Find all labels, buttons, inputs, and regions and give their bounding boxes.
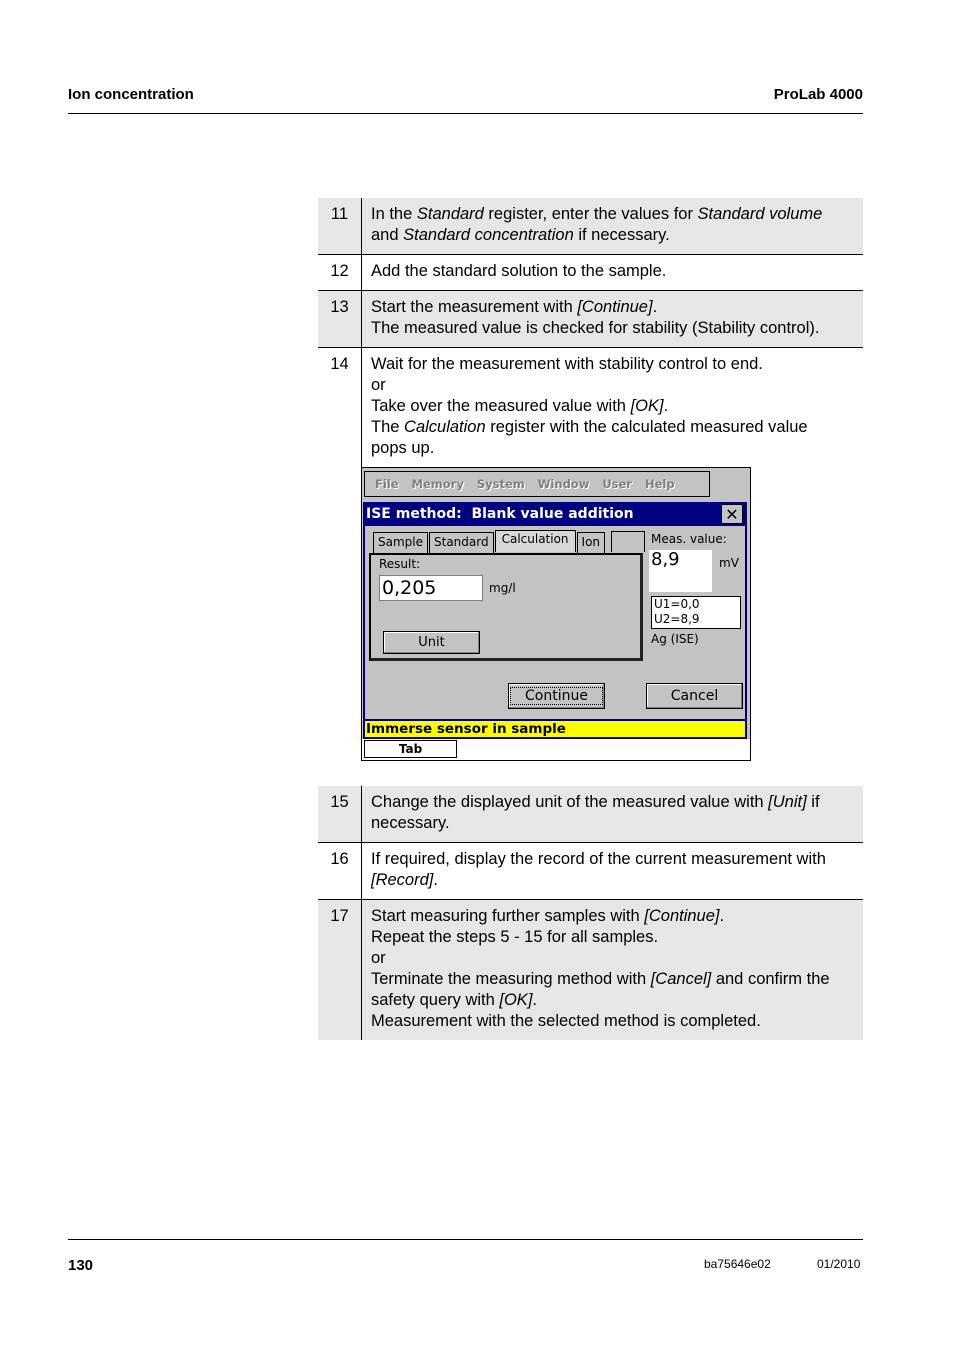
result-unit: mg/l <box>489 581 516 595</box>
step-text-segment: . <box>652 298 658 316</box>
step-line <box>371 375 855 396</box>
step-text-segment: . <box>719 907 725 925</box>
step-row <box>318 900 863 1041</box>
step-emphasis: [Record] <box>371 871 434 889</box>
step-text-segment: safety query with <box>371 991 500 1009</box>
step-text-segment: necessary. <box>371 814 450 832</box>
footer-rule <box>68 1239 863 1240</box>
step-text-segment: Start measuring further samples with <box>371 907 645 925</box>
step-line <box>371 969 855 990</box>
step-emphasis: Standard <box>416 205 484 223</box>
step-line <box>371 870 855 891</box>
step-emphasis: Calculation <box>404 418 486 436</box>
step-text-segment: if necessary. <box>573 226 670 244</box>
step-text-segment: . <box>663 397 669 415</box>
menu-window[interactable]: Window <box>537 477 590 491</box>
step-text-segment: The measured value is checked for stability (Stability control). <box>371 319 820 337</box>
menu-system[interactable]: System <box>476 477 525 491</box>
step-line <box>371 318 855 339</box>
step-emphasis: [Cancel] <box>650 970 712 988</box>
step-text-segment: . <box>433 871 438 889</box>
menu-bar <box>364 471 710 497</box>
step-line <box>371 354 855 375</box>
u2-value: U2=8,9 <box>654 612 700 626</box>
step-line <box>371 849 855 870</box>
close-icon[interactable]: ✕ <box>721 504 743 524</box>
step-number: 17 <box>318 900 362 1041</box>
dialog-titlebar <box>363 502 747 526</box>
steps-table-bottom <box>318 786 863 1040</box>
tab-calculation[interactable]: Calculation <box>495 530 576 552</box>
step-emphasis: [OK] <box>499 991 533 1009</box>
step-text-segment: if <box>806 793 820 811</box>
menu-file[interactable]: File <box>375 477 399 491</box>
step-line <box>371 906 855 927</box>
step-line <box>371 297 855 318</box>
dialog-title: ISE method: Blank value addition <box>366 506 634 522</box>
menu-memory[interactable]: Memory <box>411 477 464 491</box>
step-line <box>371 417 855 438</box>
voltage-readout <box>651 596 741 629</box>
tab-key-button[interactable]: Tab <box>364 740 457 758</box>
step-line <box>371 813 855 834</box>
meas-value-label: Meas. value: <box>651 532 727 546</box>
step-text-segment: register with the calculated measured value <box>485 418 808 436</box>
step-text-segment: or <box>371 949 386 967</box>
steps-table-top <box>318 198 863 467</box>
step-line <box>371 792 855 813</box>
step-text-segment: Add the standard solution to the sample. <box>371 262 667 280</box>
menu-help[interactable]: Help <box>644 477 675 491</box>
step-text <box>362 348 864 468</box>
result-value: 0,205 <box>379 575 483 601</box>
step-line <box>371 396 855 417</box>
calculation-panel <box>369 553 643 661</box>
step-emphasis: [Unit] <box>768 793 807 811</box>
step-text-segment: pops up. <box>371 439 435 457</box>
step-number: 14 <box>318 348 362 468</box>
meas-unit: mV <box>719 556 739 570</box>
step-text-segment: Terminate the measuring method with <box>371 970 651 988</box>
step-text-segment: Repeat the steps 5 - 15 for all samples. <box>371 928 659 946</box>
step-text-segment: Measurement with the selected method is completed. <box>371 1012 761 1030</box>
step-line <box>371 948 855 969</box>
dialog-body <box>363 526 747 719</box>
step-text-segment: The <box>371 418 405 436</box>
step-text <box>362 291 864 348</box>
tabs-filler <box>611 531 645 552</box>
step-text-segment: Take over the measured value with <box>371 397 631 415</box>
step-number: 12 <box>318 255 362 291</box>
step-text-segment: and confirm the <box>711 970 830 988</box>
step-text <box>362 786 864 843</box>
meas-value: 8,9 <box>649 550 712 592</box>
step-text-segment: Change the displayed unit of the measured value with <box>371 793 769 811</box>
result-label: Result: <box>379 557 421 571</box>
step-number: 13 <box>318 291 362 348</box>
step-line <box>371 438 855 459</box>
step-emphasis: Standard concentration <box>403 226 574 244</box>
document-id: ba75646e02 <box>704 1257 771 1271</box>
sensor-label: Ag (ISE) <box>651 632 699 646</box>
step-text <box>362 843 864 900</box>
taskbar <box>362 739 750 760</box>
status-bar: Immerse sensor in sample <box>363 719 747 739</box>
tab-strip <box>373 532 606 553</box>
step-text <box>362 900 864 1041</box>
u1-value: U1=0,0 <box>654 597 700 611</box>
step-text-segment: In the <box>371 205 417 223</box>
step-text-segment: register, enter the values for <box>483 205 698 223</box>
page-number: 130 <box>68 1257 94 1274</box>
step-line <box>371 225 855 246</box>
step-row <box>318 291 863 348</box>
device-screenshot <box>361 467 751 761</box>
step-emphasis: [Continue] <box>644 907 720 925</box>
step-emphasis: Standard volume <box>697 205 823 223</box>
unit-button[interactable]: Unit <box>383 631 480 654</box>
tab-standard[interactable]: Standard <box>429 532 494 553</box>
tab-sample[interactable]: Sample <box>373 532 428 553</box>
continue-label: Continue <box>510 687 603 705</box>
header-rule <box>68 113 863 114</box>
step-row <box>318 348 863 468</box>
document-date: 01/2010 <box>817 1257 861 1271</box>
continue-button[interactable] <box>508 683 605 709</box>
step-text-segment: and <box>371 226 404 244</box>
step-emphasis: [OK] <box>630 397 664 415</box>
step-number: 11 <box>318 198 362 255</box>
step-row <box>318 786 863 843</box>
tab-ion[interactable]: Ion <box>577 532 606 553</box>
step-text-segment: Wait for the measurement with stability control to end. <box>371 355 763 373</box>
header-product-name: ProLab 4000 <box>773 86 863 103</box>
step-text <box>362 198 864 255</box>
step-line <box>371 1011 855 1032</box>
step-number: 16 <box>318 843 362 900</box>
step-line <box>371 990 855 1011</box>
step-number: 15 <box>318 786 362 843</box>
step-text-segment: If required, display the record of the current measurement with <box>371 850 826 868</box>
step-row <box>318 843 863 900</box>
step-text-segment: or <box>371 376 386 394</box>
step-emphasis: [Continue] <box>577 298 653 316</box>
cancel-button[interactable]: Cancel <box>646 683 743 709</box>
step-text-segment: Start the measurement with <box>371 298 578 316</box>
step-row <box>318 198 863 255</box>
menu-user[interactable]: User <box>602 477 632 491</box>
step-line <box>371 204 855 225</box>
header-section-title: Ion concentration <box>68 86 194 103</box>
step-text <box>362 255 864 291</box>
step-line <box>371 261 855 282</box>
step-text-segment: . <box>532 991 537 1009</box>
step-row <box>318 255 863 291</box>
step-line <box>371 927 855 948</box>
